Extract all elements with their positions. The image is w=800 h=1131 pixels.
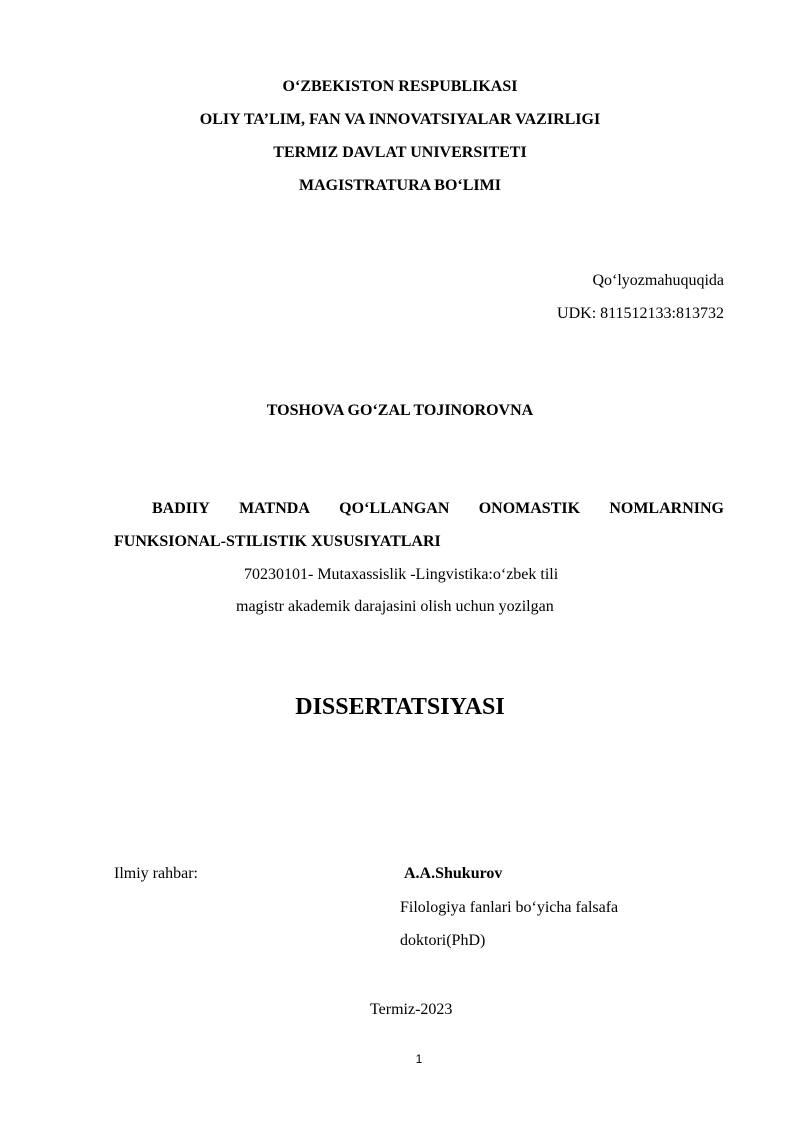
udk-code: UDK: 811512133:813732 <box>557 305 724 322</box>
department-name: MAGISTRATURA BO‘LIMI <box>299 177 501 194</box>
title-word: ONOMASTIK <box>478 500 581 517</box>
degree-purpose: magistr akademik darajasini olish uchun yozilgan <box>236 598 554 615</box>
ministry-name: OLIY TA’LIM, FAN VA INNOVATSIYALAR VAZIRLIGI <box>199 111 601 128</box>
title-word: MATNDA <box>239 500 310 517</box>
ministry-country: O‘ZBEKISTON RESPUBLIKASI <box>282 78 518 95</box>
title-word: BADIIY <box>152 500 210 517</box>
thesis-title-line-1 <box>152 500 724 518</box>
place-year: Termiz-2023 <box>370 1001 453 1018</box>
document-type: DISSERTATSIYASI <box>295 694 505 720</box>
supervisor-name: A.A.Shukurov <box>404 865 503 882</box>
title-word: QO‘LLANGAN <box>339 500 450 517</box>
author-name: TOSHOVA GO‘ZAL TOJINOROVNA <box>266 402 534 419</box>
supervisor-degree-line-1: Filologiya fanlari bo‘yicha falsafa <box>400 899 619 916</box>
manuscript-rights: Qo‘lyozmahuquqida <box>592 272 724 289</box>
title-word: NOMLARNING <box>609 500 724 517</box>
supervisor-degree-line-2: doktori(PhD) <box>400 932 486 949</box>
university-name: TERMIZ DAVLAT UNIVERSITETI <box>273 144 527 161</box>
specialty: 70230101- Mutaxassislik -Lingvistika:o‘zbek tili <box>244 566 559 583</box>
page-number: 1 <box>415 1052 423 1066</box>
supervisor-label: Ilmiy rahbar: <box>114 865 198 882</box>
thesis-title-line-2: FUNKSIONAL-STILISTIK XUSUSIYATLARI <box>114 533 441 550</box>
